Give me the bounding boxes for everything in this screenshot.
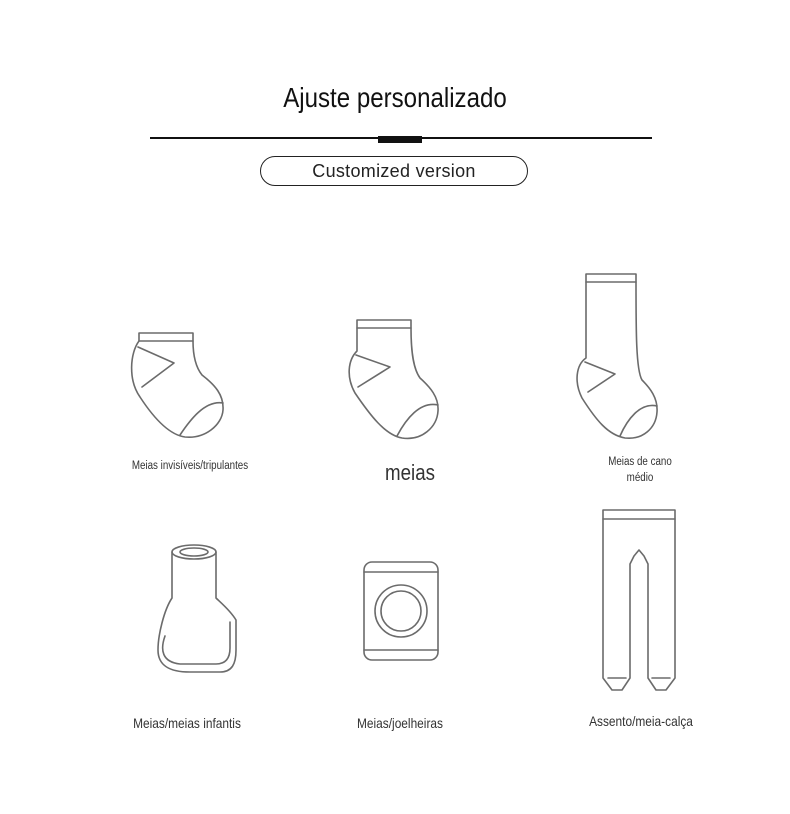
item-label: Meias/joelheiras (356, 715, 443, 731)
divider-accent (378, 136, 422, 143)
page-title: Ajuste personalizado (283, 82, 507, 113)
item-label: meias (385, 460, 435, 485)
item-label: Meias invisíveis/tripulantes (131, 460, 249, 472)
ankle-sock-icon (120, 325, 230, 445)
subtitle-text: Customized version (312, 160, 476, 181)
item-label: Meias/meias infantis (133, 715, 241, 731)
baby-sock-icon (150, 540, 240, 680)
mid-calf-sock-icon (570, 270, 670, 445)
crew-sock-icon (340, 315, 450, 445)
item-label: Assento/meia-calça (589, 713, 693, 729)
subtitle-pill (260, 156, 528, 186)
item-label: Meias de cano médio (608, 456, 672, 484)
tights-icon (598, 506, 682, 694)
knee-pad-icon (360, 558, 444, 666)
